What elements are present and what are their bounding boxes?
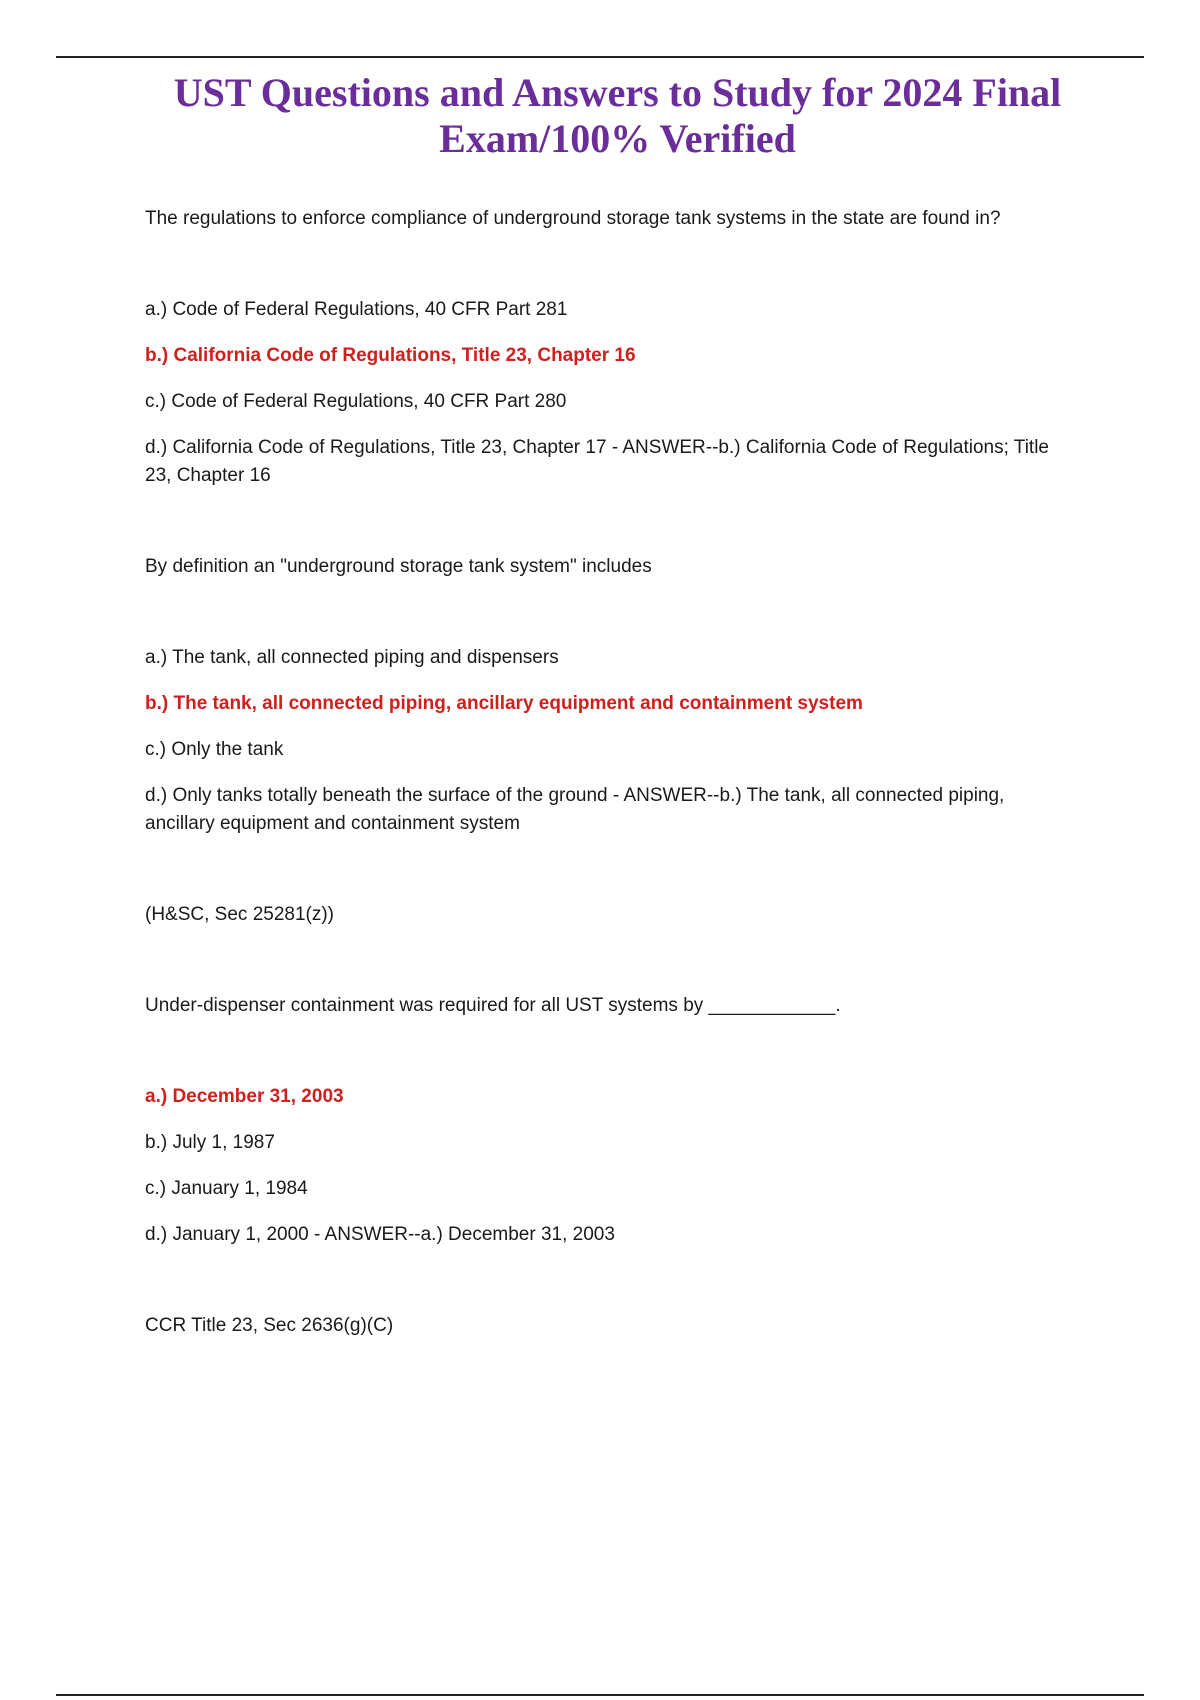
question-1-option-c: c.) Code of Federal Regulations, 40 CFR Part 280 [145,391,567,412]
question-2-option-d: d.) Only tanks totally beneath the surface of the ground - ANSWER--b.) The tank, all connected piping, ancillary equipment and containment system [145,785,1005,834]
question-2-reference: (H&SC, Sec 25281(z)) [145,904,335,925]
question-2-option-c: c.) Only the tank [145,739,284,760]
question-1-prompt: The regulations to enforce compliance of underground storage tank systems in the state are found in? [145,208,1001,229]
question-1-option-d: d.) California Code of Regulations, Title 23, Chapter 17 - ANSWER--b.) California Code of Regulations; Title 23, Chapter 16 [145,437,1049,486]
question-2-option-a: a.) The tank, all connected piping and dispensers [145,647,559,668]
top-rule [56,56,1144,58]
question-3-option-b: b.) July 1, 1987 [145,1132,275,1153]
document-body [145,205,1075,1403]
question-3-option-c: c.) January 1, 1984 [145,1178,308,1199]
bottom-rule [56,1694,1144,1696]
question-1-option-b-correct: b.) California Code of Regulations, Title 23, Chapter 16 [145,345,636,366]
question-3-prompt: Under-dispenser containment was required for all UST systems by ____________. [145,995,841,1016]
question-1-option-a: a.) Code of Federal Regulations, 40 CFR Part 281 [145,299,568,320]
question-3-option-a-correct: a.) December 31, 2003 [145,1086,344,1107]
question-3-option-d: d.) January 1, 2000 - ANSWER--a.) December 31, 2003 [145,1224,615,1245]
question-2-prompt: By definition an "underground storage tank system" includes [145,556,652,577]
question-2-option-b-correct: b.) The tank, all connected piping, ancillary equipment and containment system [145,693,863,714]
document-title: UST Questions and Answers to Study for 2024 Final Exam/100% Verified [173,70,1062,161]
question-3-reference: CCR Title 23, Sec 2636(g)(C) [145,1315,394,1336]
